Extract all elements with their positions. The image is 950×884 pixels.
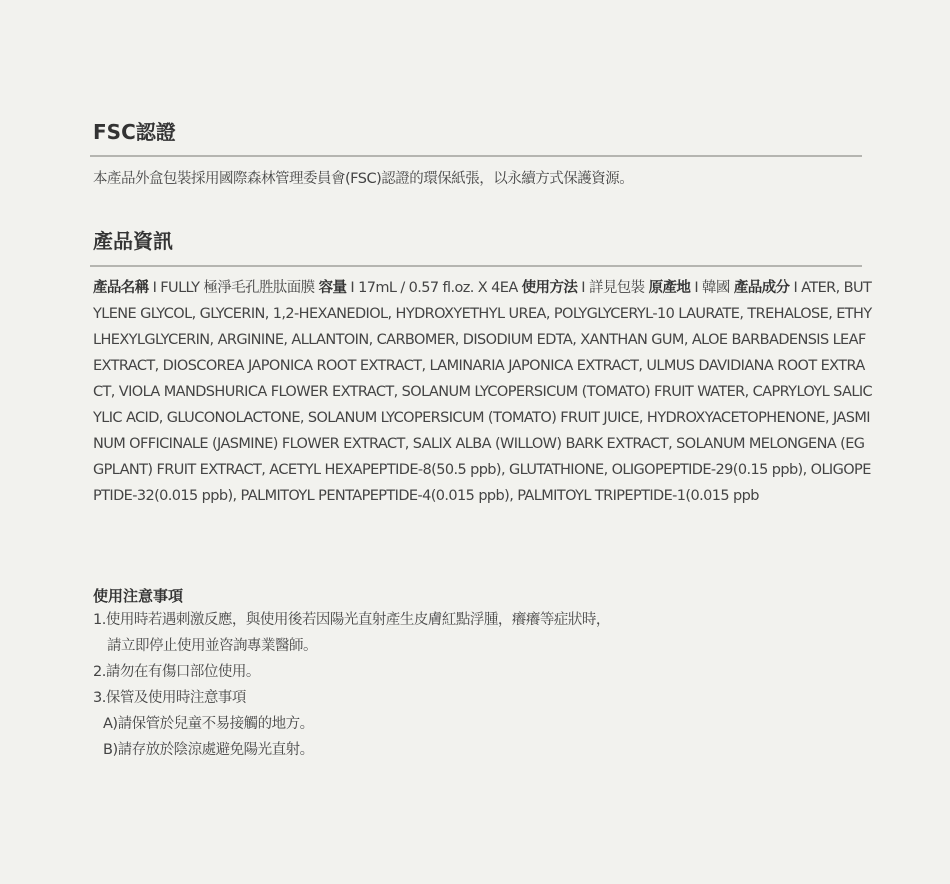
product-info-text bbox=[93, 275, 873, 509]
product-info-title: 產品資訊 bbox=[93, 229, 173, 253]
ingredients-value: I ATER, BUTYLENE GLYCOL, GLYCERIN, 1,2-HEXANEDIOL, HYDROXYETHYL UREA, POLYGLYCERYL-10 LAURATE, TREHALOSE, ETHYLHEXYLGLYCERIN, ARGININE, ALLANTOIN, CARBOMER, DISODIUM EDTA, XANTHAN GUM, ALOE BARBADENSIS LEAF EXTRACT, DIOSCOREA JAPONICA ROOT EXTRACT, LAMINARIA JAPONICA EXTRACT, ULMUS DAVIDIANA ROOT EXTRACT, VIOLA MANDSHURICA FLOWER EXTRACT, SOLANUM LYCOPERSICUM (TOMATO) FRUIT WATER, CAPRYLOYL SALICYLIC ACID, GLUCONOLACTONE, SOLANUM LYCOPERSICUM (TOMATO) FRUIT JUICE, HYDROXYACETOPHENONE, JASMINUM OFFICINALE (JASMINE) FLOWER EXTRACT, SALIX ALBA (WILLOW) BARK EXTRACT, SOLANUM MELONGENA (EGGPLANT) FRUIT EXTRACT, ACETYL HEXAPEPTIDE-8(50.5 ppb), GLUTATHIONE, OLIGOPEPTIDE-29(0.15 ppb), OLIGOPEPTIDE-32(0.015 ppb), PALMITOYL PENTAPEPTIDE-4(0.015 ppb), PALMITOYL TRIPEPTIDE-1(0.015 ppb bbox=[93, 280, 873, 504]
usage-label: 使用方法 bbox=[521, 280, 578, 296]
origin-label: 原產地 bbox=[648, 280, 691, 296]
precautions-list bbox=[93, 607, 873, 763]
product-name-label: 產品名稱 bbox=[93, 280, 149, 296]
fsc-description: 本產品外盒包裝採用國際森林管理委員會(FSC)認證的環保紙張，以永續方式保護資源。 bbox=[93, 171, 634, 187]
volume-value: I 17mL / 0.57 fl.oz. X 4EA bbox=[350, 280, 518, 296]
product-name-value: I FULLY 極淨毛孔胜肽面膜 bbox=[152, 280, 315, 296]
precaution-line-1: 1.使用時若遇刺激反應，與使用後若因陽光直射產生皮膚紅點浮腫，癢癢等症狀時， bbox=[93, 612, 610, 628]
fsc-divider bbox=[90, 155, 862, 157]
volume-label: 容量 bbox=[318, 280, 347, 296]
precautions-title: 使用注意事項 bbox=[93, 587, 184, 605]
product-info-divider bbox=[90, 265, 862, 267]
usage-value: I 詳見包裝 bbox=[581, 280, 645, 296]
origin-value: I 韓國 bbox=[694, 280, 730, 296]
precaution-line-3: 3.保管及使用時注意事項 bbox=[93, 690, 246, 706]
precaution-line-1-cont: 請立即停止使用並咨詢專業醫師。 bbox=[107, 638, 317, 654]
precaution-line-2: 2.請勿在有傷口部位使用。 bbox=[93, 664, 260, 680]
precaution-line-3b: B)請存放於陰涼處避免陽光直射。 bbox=[103, 742, 314, 758]
ingredients-label: 產品成分 bbox=[733, 280, 790, 296]
precaution-line-3a: A)請保管於兒童不易接觸的地方。 bbox=[103, 716, 314, 732]
fsc-section-title: FSC認證 bbox=[93, 120, 176, 144]
